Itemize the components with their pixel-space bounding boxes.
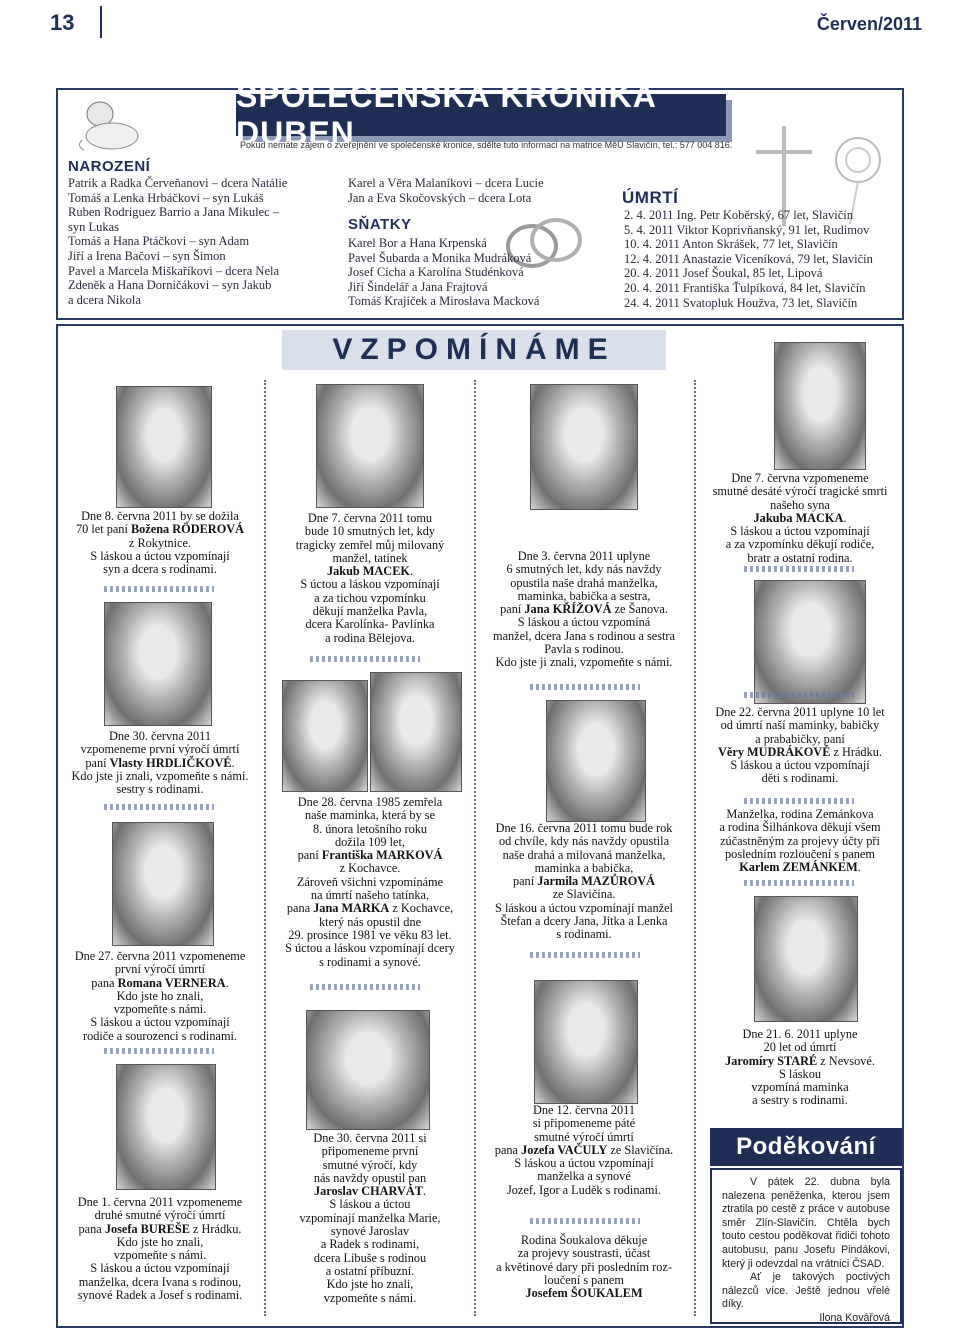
portrait-photo xyxy=(116,386,212,508)
divider-ornament xyxy=(744,880,854,886)
memorial-text: Manželka, rodina Zemánkova a rodina Šilhánkova děkují všem zúčastněným za projevy účty při posledním rozloučení s panem Karlem ZEMÁNKEM. xyxy=(719,807,881,875)
divider-ornament xyxy=(310,656,420,662)
list-item: Ruben Rodriguez Barrio a Jana Mikulec – xyxy=(68,205,280,220)
memorial-text: Dne 30. června 2011 si připomeneme první smutné výročí, kdy nás navždy opustil pan Jaroslav CHARVÁT. S láskou a úctou vzpomínají manželka Marie, synové Jaroslav a Radek s rodinami, dcera Libuše s rodinou a ostatní příbuzní. Kdo jste ho znali, vzpomeňte s námi. xyxy=(299,1131,441,1305)
divider-ornament xyxy=(530,684,640,690)
kronika-title: SPOLEČENSKÁ KRONIKA DUBEN xyxy=(236,94,726,136)
portrait-photo xyxy=(546,700,646,822)
divider-ornament xyxy=(104,804,214,810)
list-item: Tomáš a Hana Ptáčkovi – syn Adam xyxy=(68,234,250,249)
podekovani-signature: Ilona Kovářová xyxy=(819,1311,890,1324)
divider-ornament xyxy=(744,566,854,572)
memorial-text: Dne 16. června 2011 tomu bude rok od chvíle, kdy nás navždy opustila naše drahá a milovaná manželka, maminka a babička, paní Jarmila MAZŮROVÁ ze Slavičína. S láskou a úctou vzpomínají manžel Štefan a dcery Jana, Jitka a Lenka s rodinami. xyxy=(495,821,673,942)
list-item: a dcera Nikola xyxy=(68,292,141,307)
column-divider xyxy=(694,380,696,1316)
memorial-text: Dne 22. června 2011 uplyne 10 let od úmrtí naší maminky, babičky a prababičky, paní Věry MUDRÁKOVÉ z Hrádku. S láskou a úctou vzpomínají děti s rodinami. xyxy=(715,705,885,786)
memorial-text: Dne 27. června 2011 vzpomeneme první výročí úmrtí pana Romana VERNERA. Kdo jste ho znali, vzpomeňte s námi. S láskou a úctou vzpomínají rodiče a sourozenci s rodinami. xyxy=(74,949,246,1043)
list-item: Karel a Věra Malaníkovi – dcera Lucie xyxy=(348,176,544,190)
portrait-photo xyxy=(370,672,462,792)
list-item: 2. 4. 2011 Ing. Petr Koběrský, 67 let, Slavičín xyxy=(624,208,854,222)
issue-date xyxy=(817,10,922,36)
list-item: Tomáš a Lenka Hrbáčkovi – syn Lukáš xyxy=(68,190,264,205)
list-item: Pavel Šubarda a Monika Mudráková xyxy=(348,250,532,265)
page-number: 13 xyxy=(50,10,75,35)
narozeni-list-continued xyxy=(348,176,544,205)
memorial-text: Dne 3. června 2011 uplyne 6 smutných let, kdy nás navždy opustila naše drahá manželka, maminka, babička a sestra, paní Jana KŘÍŽOVÁ ze Šanova. S láskou a úctou vzpomíná manžel, dcera Jana s rodinou a sestra Pavla s rodinou. Kdo jste ji znali, vzpomeňte s námi. xyxy=(493,549,675,670)
snatky-list xyxy=(348,236,539,309)
list-item: Karel Bor a Hana Krpenská xyxy=(348,236,487,250)
header-divider xyxy=(100,6,102,38)
memorial-text: Dne 12. června 2011 si připomeneme páté smutné výročí úmrtí pana Jozefa VAČULY ze Slavičína. S láskou a úctou vzpomínají manželka a synové Jozef, Igor a Luděk s rodinami. xyxy=(494,1103,674,1197)
list-item: 20. 4. 2011 Františka Ťulpíková, 84 let, Slavičín xyxy=(624,280,866,295)
list-item: Jiří a Irena Bačovi – syn Šimon xyxy=(68,248,226,263)
podekovani-text: V pátek 22. dubna byla nalezena peněženka, kterou jsem ztratila po cestě z práce v autobuse směr Zlín-Slavičín. Chtěla bych touto cestou poděkovat řidiči tohoto autobusu, panu Josefu Pindákovi, který ji odevzdal na vrátnici ČSAD. xyxy=(722,1176,890,1270)
portrait-photo xyxy=(306,1010,430,1130)
list-item: 10. 4. 2011 Anton Skrášek, 77 let, Slavičín xyxy=(624,237,838,252)
portrait-photo xyxy=(104,602,212,726)
portrait-photo xyxy=(282,680,368,792)
list-item: Tomáš Krajíček a Miroslava Macková xyxy=(348,294,540,309)
list-item: 24. 4. 2011 Svatopluk Houžva, 73 let, Slavičín xyxy=(624,295,858,310)
umrti-list xyxy=(624,208,873,310)
narozeni-list xyxy=(68,176,287,307)
portrait-photo xyxy=(774,342,866,470)
list-item: Jiří Šindelář a Jana Frajtová xyxy=(348,279,488,294)
divider-ornament xyxy=(310,984,420,990)
divider-ornament xyxy=(104,586,214,592)
memorial-text: Dne 8. června 2011 by se dožila 70 let paní Božena RÖDEROVÁ z Rokytnice. S láskou a úctou vzpomínají syn a dcera s rodinami. xyxy=(75,509,245,577)
issue-year: /2011 xyxy=(877,14,922,34)
list-item: Josef Cícha a Karolína Studénková xyxy=(348,265,524,280)
divider-ornament xyxy=(104,1048,214,1054)
podekovani-text-2: Ať je takových poctivých nálezců více. Ještě jednou vřelé díky. xyxy=(722,1271,890,1311)
portrait-photo xyxy=(754,580,866,704)
divider-ornament xyxy=(530,1218,640,1224)
memorial-text: Dne 30. června 2011 vzpomeneme první výročí úmrtí paní Vlasty HRDLIČKOVÉ. Kdo jste ji znali, vzpomeňte s námi. sestry s rodinami. xyxy=(71,729,249,797)
vzpominame-title: VZPOMÍNÁME xyxy=(282,330,666,370)
divider-ornament xyxy=(744,692,854,698)
portrait-photo xyxy=(754,896,858,1022)
column-divider xyxy=(264,380,266,1316)
list-item: 5. 4. 2011 Viktor Koprivňanský, 91 let, Rudimov xyxy=(624,222,870,237)
portrait-photo xyxy=(530,384,638,510)
umrti-heading: ÚMRTÍ xyxy=(622,188,679,207)
portrait-photo xyxy=(316,384,424,508)
divider-ornament xyxy=(744,798,854,804)
column-divider xyxy=(474,380,476,1316)
memorial-text: Dne 7. června 2011 tomu bude 10 smutných let, kdy tragicky zemřel můj milovaný manžel, tatínek Jakub MACEK. S úctou a láskou vzpomínají a za tichou vzpomínku děkují manželka Pavla, dcera Karolínka- Pavlínka a rodina Bělejova. xyxy=(295,511,445,645)
portrait-photo xyxy=(534,980,638,1104)
list-item: Pavel a Marcela Miškaříkovi – dcera Nela xyxy=(68,263,280,278)
memorial-text: Dne 28. června 1985 zemřela naše maminka, která by se 8. února letošního roku dožila 109 let, paní Františka MARKOVÁ z Kochavce. Zároveň všichni vzpomínáme na úmrtí našeho tatínka, pana Jana MARKA z Kochavce, který nás opustil dne 29. prosince 1981 ve věku 83 let. S úctou a láskou vzpomínají dcery s rodinami a synové. xyxy=(285,795,455,969)
baby-illustration-icon xyxy=(72,96,142,154)
snatky-heading: SŇATKY xyxy=(348,216,412,233)
memorial-text: Dne 21. 6. 2011 uplyne 20 let od úmrtí Jaromíry STARÉ z Nevsové. S láskou vzpomíná maminka a sestry s rodinami. xyxy=(725,1027,875,1108)
portrait-photo xyxy=(112,822,214,946)
issue-month: Červen xyxy=(816,14,878,34)
memorial-text: Rodina Šoukalova děkuje za projevy soustrasti, účast a květinové dary při posledním roz- loučení s panem Josefem ŠOUKALEM xyxy=(496,1233,672,1301)
list-item: 12. 4. 2011 Anastazie Viceníková, 79 let, Slavičín xyxy=(624,251,873,266)
list-item: syn Lukas xyxy=(68,219,120,234)
narozeni-heading: NAROZENÍ xyxy=(68,158,151,175)
memorial-text: Dne 1. června 2011 vzpomeneme druhé smutné výročí úmrtí pana Josefa BUREŠE z Hrádku. Kdo jste ho znali, vzpomeňte s námi. S láskou a úctou vzpomínají manželka, dcera Ivana s rodinou, synové Radek a Josef s rodinami. xyxy=(77,1195,243,1303)
list-item: Zdeněk a Hana Dorničákovi – syn Jakub xyxy=(68,278,272,293)
portrait-photo xyxy=(116,1064,216,1190)
kronika-note: Pokud nemáte zájem o zveřejnění ve společenské kronice, sdělte tuto informaci na matrice MěÚ Slavičín, tel.: 577 004 816. xyxy=(240,140,733,150)
divider-ornament xyxy=(530,952,640,958)
list-item: Jan a Eva Skočovských – dcera Lota xyxy=(348,190,532,205)
memorial-text: Dne 7. června vzpomeneme smutné desáté výročí tragické smrti našeho syna Jakuba MACKA. S láskou a úctou vzpomínají a za vzpomínku děkují rodiče, bratr a ostatní rodina. xyxy=(712,471,888,565)
list-item: 20. 4. 2011 Josef Šoukal, 85 let, Lipová xyxy=(624,266,823,281)
podekovani-box xyxy=(710,1168,902,1324)
list-item: Patrik a Radka Červeňanovi – dcera Natálie xyxy=(68,176,288,190)
podekovani-title: Poděkování xyxy=(710,1128,902,1166)
